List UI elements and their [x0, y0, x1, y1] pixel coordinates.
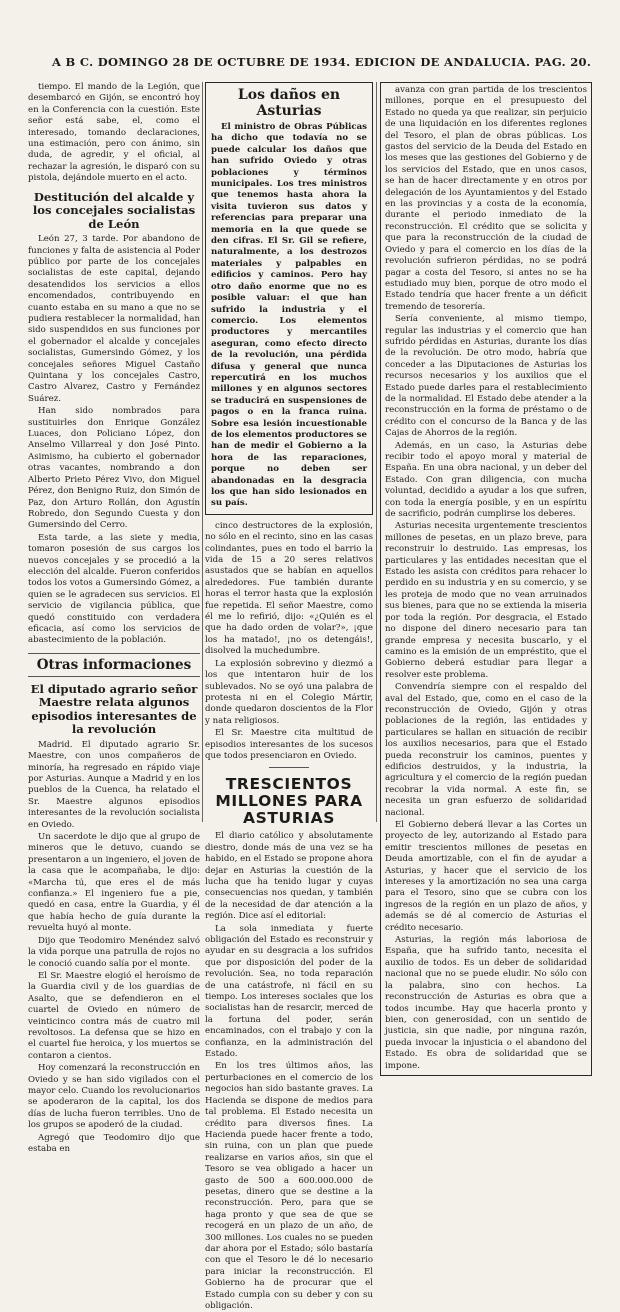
headline-leon: Destitución del alcalde y los concejales socialistas de León: [32, 189, 196, 231]
divider: [269, 767, 309, 768]
boxed-article-body: El ministro de Obras Públicas ha dicho que todavía no se puede calcular los daños que han sufrido Oviedo y otras poblaciones y términos municipales. Los tres ministros que tenemos hasta ahora la visita tuvieron sus datos y referencias para preparar una memoria en la que quede se den cifras. El Sr. Gil se refiere, naturalmente, a los destrozos materiales y palpables en edificios y caminos. Pero hay otro daño enorme que no es posible valuar: el que han sufrido la industria y el comercio. Los elementos productores y mercantiles aseguran, como efecto directo de la revolución, una pérdida difusa y general que nunca repercutirá en los muchos millones y en algunos sectores se traducirá en suspensiones de pagos o en la franca ruina. Sobre esa lesión incuestionable de los elementos productores se han de medir el Gobierno a la hora de las reparaciones, porque no deben ser abandonadas en la desgracia los que han sido lesionados en su país.: [211, 122, 367, 509]
article-paragraph: Asturias, la región más laboriosa de España, que ha sufrido tanto, necesita el auxilio de todos. Es un deber de solidaridad nacional que no se puede eludir. No sólo con la palabra, sino con hechos. La reconstrucción de Asturias es obra que a todos incumbe. Hay que hacerla pronto y bien, con generosidad, con un sentido de justicia, sin que nadie, por ninguna razón, pueda invocar la injusticia o el abandono del Estado. Es obra de solidaridad que se impone.: [385, 935, 587, 1071]
article-continuation: tiempo. El mando de la Legión, que desembarcó en Gijón, se encontró hoy en la Conferencia con la cuestión. Este señor está sabe, el, como el interesado, tomando declaraciones, una estimación, pero con ánimo, sin duda, de agredir, y el oficial, al rechazar la agresión, le disparó con su pistola, dejándole muerto en el acto.: [28, 82, 200, 184]
headline-maestre: El diputado agrario señor Maestre relata algunos episodios interesantes de la revolución: [30, 681, 198, 737]
article-continuation-box: [380, 82, 592, 1076]
article-paragraph: Además, en un caso, la Asturias debe recibir todo el apoyo moral y material de España. En una obra nacional, y un deber del Estado. Con gran diligencia, con mucha voluntad, decidido a ayudar a los que sufren, con toda la energía posible, y en un espíritu de sacrificio, podrán cumplirse los deberes.: [385, 440, 587, 520]
article-paragraph: Agregó que Teodomiro dijo que estaba en: [28, 1132, 200, 1154]
boxed-article-danos: [205, 82, 373, 515]
headline-trescientos-millones: TRESCIENTOS MILLONES PARA ASTURIAS: [215, 775, 363, 828]
column-3: [380, 82, 592, 1071]
column-rule-right: [376, 82, 377, 822]
article-paragraph: cinco destructores de la explosión, no sólo en el recinto, sino en las casas colindantes, pues en todo el barrio la vida de 15 a 20 seres relativos asustados que se habían en aquellos alrededores. Fue también durante horas el terror hasta que la explosión fue repetida. El señor Maestre, como él me lo refirió, dijo: «¿Quién es el que ha dado orden de volar?», ¡que los ha matado!, ¡no os detengáis!, disolved la muchedumbre.: [205, 520, 373, 657]
column-rule-left: [202, 82, 203, 822]
article-paragraph: avanza con gran partida de los trescientos millones, porque en el presupuesto del Estado no queda ya que realizar, sin perjuicio de una liquidación en los diferentes reglones del Tesoro, el plan de obras públicas. Los gastos del servicio de la Deuda del Estado en los meses que las gestiones del Gobierno y de los servicios del Estado, que en unos casos, se han de hacer directamente y en otros por delegación de los Ayuntamientos y del Estado en las provincias y a costa de la economía, durante el periodo inmediato de la reconstrucción. El crédito que se solicita y que para la reconstrucción de la ciudad de Oviedo y para el comercio en los días de la revolución sufrieron pérdidas, no se podrá pagar a costa del Tesoro, si antes no se ha estudiado muy bien, porque de otro modo el Estado tendría que hacer frente a un déficit tremendo de tesorería.: [385, 85, 587, 312]
article-paragraph: La sola inmediata y fuerte obligación del Estado es reconstruir y ayudar en su desgracia a los sufridos que por disposición del poder de la revolución. Sea, no toda reparación de una catástrofe, ni fácil en su tiempo. Los intereses sociales que los socialistas han de resarcir, merced de la fortuna del poder, serán encaminados, con el trabajo y con la confianza, en la administración del Estado.: [205, 923, 373, 1060]
article-paragraph: La explosión sobrevino y diezmó a los que intentaron huir de los sublevados. No se oyó una palabra de protesta ni en el Colegio Mártir, donde quedaron doscientos de la Flor y nata religiosos.: [205, 658, 373, 726]
column-1: [28, 82, 200, 1154]
article-paragraph: León 27, 3 tarde. Por abandono de funciones y falta de asistencia al Poder público por parte de los concejales socialistas de este capital, dejando desatendidos los servicios a ellos encomendados, contribuyendo en cuanto estaba en su mano a que no se pudiera restablecer la normalidad, han sido suspendidos en sus funciones por el gobernador el alcalde y concejales socialistas, Gumersindo Gómez, y los concejales señores Miguel Castaño Quintana y los concejales Castro, Castro Alvarez, Castro y Fernández Suárez.: [28, 234, 200, 404]
article-paragraph: Hoy comenzará la reconstrucción en Oviedo y se han sido vigilados con el mayor celo. Cuando los revolucionarios se apoderaron de la capital, los dos días de lucha fueron terribles. Uno de los grupos se apoderó de la ciudad.: [28, 1063, 200, 1131]
boxed-article-title: Los daños en Asturias: [237, 87, 341, 119]
article-paragraph: El Sr. Maestre elogió el heroísmo de la Guardia civil y de los guardias de Asalto, que se defendieron en el cuartel de Oviedo en número de veinticinco contra más de cuatro mil revoltosos. La defensa que se hizo en el cuartel fue heroica, y los muertos se contaron a cientos.: [28, 970, 200, 1061]
article-paragraph: Madrid. El diputado agrario Sr. Maestre, con unos compañeros de minoría, ha regresado en rápido viaje por Asturias. Aunque a Madrid y en los pueblos de la Cuenca, ha relatado el Sr. Maestre algunos episodios interesantes de la revolución socialista en Oviedo.: [28, 739, 200, 830]
article-paragraph: Un sacerdote le dijo que al grupo de mineros que le detuvo, cuando se presentaron a un ingeniero, el joven de la casa que le acompañaba, le dijo: «Marcha tú, que eres el de más confianza.» El ingeniero fue a pie, quedó en casa, entre la Guardia, y él que había hecho de guía durante la revuelta huyó al monte.: [28, 832, 200, 934]
article-paragraph: En los tres últimos años, las perturbaciones en el comercio de los negocios han sido bastante graves. La Hacienda se dispone de medios para tal problema. El Estado necesita un crédito para diversos fines. La Hacienda puede hacer frente a todo, sin ruina, con un plan que puede realizarse en varios años, sin que el Tesoro se vea obligado a hacer un gasto de 500 a 600.000.000 de pesetas, dinero que se destine a la reconstrucción. Pero, para que se haga pronto y que sea de que se recogerá en un plazo de un año, de 300 millones. Los cuales no se pueden dar ahora por el Estado; sólo bastaría con que el Tesoro le dé lo necesario para iniciar la reconstrucción. El Gobierno ha de procurar que el Estado cumpla con su deber y con su obligación.: [205, 1061, 373, 1311]
running-head: A B C. DOMINGO 28 DE OCTUBRE DE 1934. EDICION DE ANDALUCIA. PAG. 20.: [52, 55, 592, 69]
article-paragraph: Dijo que Teodomiro Menéndez salvó la vida porque una patrulla de rojos no le conoció cuando salía por el monte.: [28, 935, 200, 969]
article-paragraph: Convendría siempre con el respaldo del aval del Estado, que, como en el caso de la reconstrucción de Oviedo, Gijón y otras poblaciones de la región, las entidades y particulares se hallan en situación de recibir los auxilios necesarios, para que el Estado pueda reconstruir los caminos, puentes y edificios destruidos, y la industria, la agricultura y el comercio de la región puedan recobrar la vida normal. A este fin, se necesita un gran esfuerzo de solidaridad nacional.: [385, 682, 587, 818]
article-paragraph: El Sr. Maestre cita multitud de episodios interesantes de los sucesos que todos presenciaron en Oviedo.: [205, 728, 373, 761]
article-paragraph: El Gobierno deberá llevar a las Cortes un proyecto de ley, autorizando al Estado para emitir trescientos millones de pesetas en Deuda amortizable, con el fin de ayudar a Asturias, y hacer que el servicio de los intereses y la amortización no sea una carga para el Tesoro, sino que se cubra con los ingresos de la región en un plazo de años, y además se dé al comercio de Asturias el crédito necesario.: [385, 820, 587, 933]
article-paragraph: Asturias necesita urgentemente trescientos millones de pesetas, en un plazo breve, para reconstruir lo destruido. Las empresas, los particulares y las entidades necesitan que el Estado les asista con créditos para rehacer lo perdido en su industria y en su comercio, y se les proteja de modo que no vean arruinados sus bienes, para que no se extienda la miseria por toda la región. Por desgracia, el Estado no dispone del dinero necesario para tan grande empresa y necesita buscarlo, y el camino es la emisión de un empréstito, que el Gobierno deberá estudiar para llegar a resolver este problema.: [385, 521, 587, 680]
section-heading-otras: Otras informaciones: [28, 653, 200, 677]
article-paragraph: El diario católico y absolutamente diestro, donde más de una vez se ha habido, en el Estado se propone ahora dejar en Asturias la cuestión de la lucha que ha tenido lugar y cuyas consecuencias nos quedan, y también de la necesidad de dar atención a la región. Dice así el editorial:: [205, 831, 373, 922]
article-paragraph: Han sido nombrados para sustituirles don Enrique González Luaces, don Policiano López, don Anselmo Villarreal y don José Pinto. Asimismo, ha cubierto el gobernador otras vacantes, nombrando a don Alberto Prieto Pérez Vivo, don Miguel Pérez, don Benigno Ruiz, don Simón de Paz, don Arturo Rollán, don Agustín Robredo, don Segundo Cuesta y don Gumersindo del Cerro.: [28, 406, 200, 531]
column-2: [205, 82, 373, 1311]
article-paragraph: Esta tarde, a las siete y media, tomaron posesión de sus cargos los nuevos concejales y se procedió a la elección del alcalde. Fueron conferidos todos los votos a Gumersindo Gómez, a quien se le agradecen sus servicios. El servicio de vigilancia pública, que quedó constituido con verdadera eficacia, así como los servicios de abastecimiento de la población.: [28, 532, 200, 646]
article-paragraph: Sería conveniente, al mismo tiempo, regular las industrias y el comercio que han sufrido pérdidas en Asturias, durante los días de la revolución. De otro modo, habría que conceder a las Diputaciones de Asturias los recursos necesarios y los auxilios que el Estado puede darles para el restablecimiento de la normalidad. El Estado debe atender a la reconstrucción en la forma de préstamo o de crédito con el concurso de la Banca y de las Cajas de Ahorros de la región.: [385, 314, 587, 439]
